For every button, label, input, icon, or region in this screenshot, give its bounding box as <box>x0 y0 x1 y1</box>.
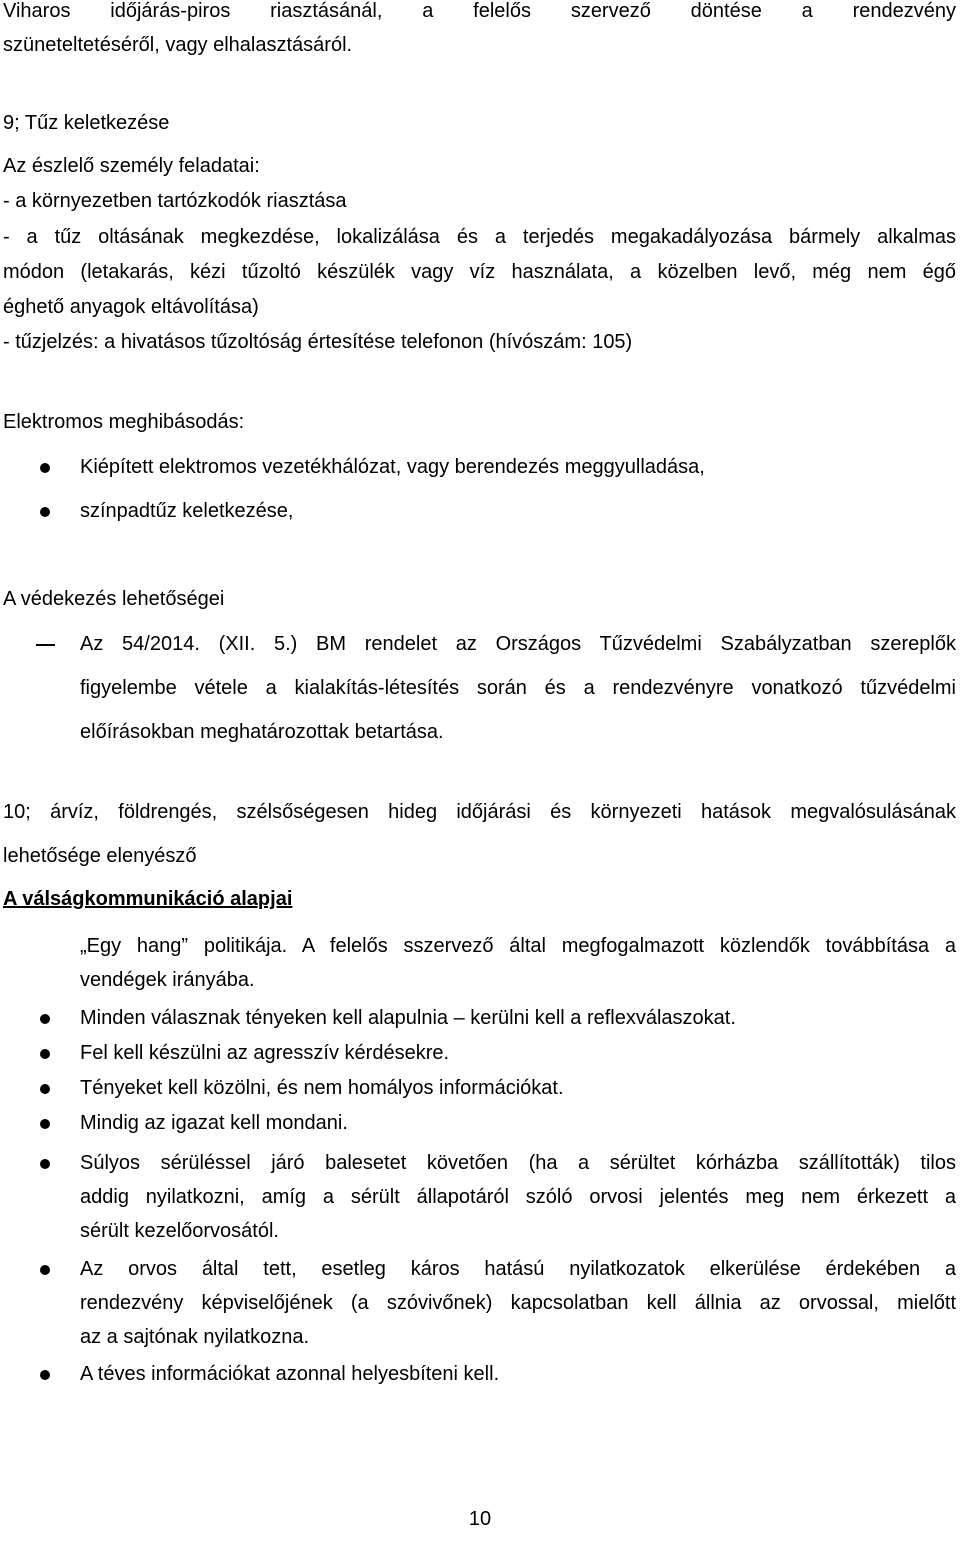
bullet-icon <box>40 1370 50 1380</box>
intro-line-1: Viharos időjárás-piros riasztásánál, a felelős szervező döntése a rendezvény <box>3 0 956 22</box>
crisis-item-line: Fel kell készülni az agresszív kérdésekre. <box>80 1042 450 1064</box>
fire-line: módon (letakarás, kézi tűzoltó készülék vagy víz használata, a közelben levő, még nem égő <box>3 261 956 283</box>
protection-line: előírásokban meghatározottak betartása. <box>80 721 444 743</box>
protection-line: figyelembe vétele a kialakítás-létesítés során és a rendezvényre vonatkozó tűzvédelmi <box>80 677 956 699</box>
disaster-line-2: lehetősége elenyésző <box>3 845 197 867</box>
protection-line: Az 54/2014. (XII. 5.) BM rendelet az Országos Tűzvédelmi Szabályzatban szereplők <box>80 633 956 655</box>
crisis-item <box>80 1036 956 1070</box>
crisis-item-line: „Egy hang” politikája. A felelős sszervező által megfogalmazott közlendők továbbítása a <box>80 935 956 957</box>
crisis-item <box>80 1106 956 1140</box>
crisis-item-line: az a sajtónak nyilatkozna. <box>80 1326 310 1348</box>
fire-heading: 9; Tűz keletkezése <box>3 112 170 134</box>
crisis-item-line: Tényeket kell közölni, és nem homályos információkat. <box>80 1077 564 1099</box>
crisis-item-line: Súlyos sérüléssel járó balesetet követően (ha a sérültet kórházba szállították) tilos <box>80 1152 956 1174</box>
crisis-heading: A válságkommunikáció alapjai <box>3 888 293 910</box>
fire-line: - a tűz oltásának megkezdése, lokalizálása és a terjedés megakadályozása bármely alkalmas <box>3 226 956 248</box>
crisis-item-line: rendezvény képviselőjének (a szóvivőnek) kapcsolatban kell állnia az orvossal, mielőtt <box>80 1292 956 1314</box>
crisis-item <box>80 1357 956 1391</box>
bullet-icon <box>40 1014 50 1024</box>
crisis-item-line: A téves információkat azonnal helyesbíteni kell. <box>80 1363 500 1385</box>
crisis-item-line: sérült kezelőorvosától. <box>80 1220 279 1242</box>
intro-line-2: szüneteltetéséről, vagy elhalasztásáról. <box>3 34 353 56</box>
electrical-bullet: Kiépített elektromos vezetékhálózat, vagy berendezés meggyulladása, <box>80 456 705 478</box>
electrical-heading: Elektromos meghibásodás: <box>3 411 245 433</box>
crisis-item-line: Minden válasznak tényeken kell alapulnia – kerülni kell a reflexválaszokat. <box>80 1007 736 1029</box>
disaster-line-1: 10; árvíz, földrengés, szélsőségesen hideg időjárási és környezeti hatások megvalósulásának <box>3 801 956 823</box>
crisis-item <box>80 1252 956 1354</box>
crisis-item-line: Az orvos által tett, esetleg káros hatású nyilatkozatok elkerülése érdekében a <box>80 1258 956 1280</box>
bullet-icon <box>40 1119 50 1129</box>
dash-icon <box>36 644 55 646</box>
bullet-icon <box>40 463 50 473</box>
bullet-icon <box>40 507 50 517</box>
fire-duties-label: Az észlelő személy feladatai: <box>3 155 260 177</box>
crisis-item <box>80 1001 956 1035</box>
crisis-item-line: vendégek irányába. <box>80 969 255 991</box>
electrical-bullet: színpadtűz keletkezése, <box>80 500 294 522</box>
bullet-icon <box>40 1084 50 1094</box>
bullet-icon <box>40 1049 50 1059</box>
fire-line: éghető anyagok eltávolítása) <box>3 296 259 318</box>
crisis-item <box>80 1146 956 1248</box>
crisis-item-line: addig nyilatkozni, amíg a sérült állapotáról szóló orvosi jelentés meg nem érkezett a <box>80 1186 956 1208</box>
protection-heading: A védekezés lehetőségei <box>3 588 225 610</box>
fire-line: - a környezetben tartózkodók riasztása <box>3 190 347 212</box>
crisis-item <box>80 929 956 997</box>
crisis-item-line: Mindig az igazat kell mondani. <box>80 1112 348 1134</box>
page-number: 10 <box>468 1508 492 1530</box>
bullet-icon <box>40 1159 50 1169</box>
bullet-icon <box>40 1265 50 1275</box>
crisis-item <box>80 1071 956 1105</box>
fire-line: - tűzjelzés: a hivatásos tűzoltóság értesítése telefonon (hívószám: 105) <box>3 331 633 353</box>
